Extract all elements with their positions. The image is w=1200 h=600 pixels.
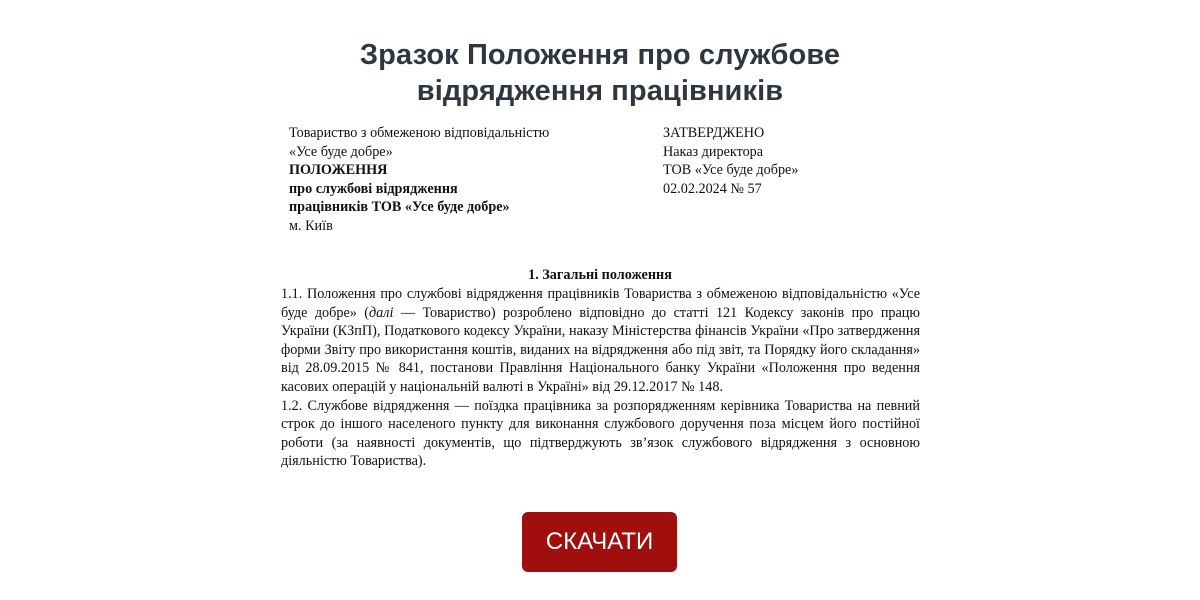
company-name: Товариство з обмеженою відповідальністю — [289, 125, 550, 141]
company-name-quoted: «Усе буде добре» — [289, 143, 393, 160]
page-title-line-1: Зразок Положення про службове — [359, 39, 841, 71]
approval-stamp: ЗАТВЕРДЖЕНО — [663, 125, 765, 141]
document-city: м. Київ — [289, 217, 333, 234]
approval-date-number: 02.02.2024 № 57 — [663, 180, 762, 197]
paragraph-1-2: 1.2. Службове відрядження — поїздка працівника за розпорядженням керівника Товариства на певний строк до іншого населеного пункту для виконання службового доручення поза місцем його постійної роботи (за наявності документів, що підтверджують зв’язок службового відрядження з основною діяльністю Товариства). — [281, 397, 920, 470]
document-header-left — [289, 124, 629, 236]
section-title: 1. Загальні положення — [528, 267, 672, 283]
approval-order: Наказ директора — [663, 143, 764, 160]
document-preview — [270, 118, 930, 498]
paragraph-1-1-part-b: — Товариство) розроблено відповідно до статті 121 Кодексу законів про працю України (КЗпП), Податкового кодексу України, наказу Міністерства фінансів України «Про затвердження форми Звіту про використання коштів, виданих на відрядження або під звіт, та Порядку його складання» від 28.09.2015 № 841, постанови Правління Національного банку України «Положення про ведення касових операцій у національній валюті в Україні» від 29.12.2017 № 148. — [281, 304, 920, 395]
paragraph-1-1-part-a: 1.1. Положення про службові відрядження працівників Товариства з обмеженою відповідальністю «Усе буде добре» ( — [281, 286, 920, 321]
document-body — [281, 285, 920, 471]
approval-company: ТОВ «Усе буде добре» — [663, 162, 799, 179]
page-title — [0, 37, 1200, 109]
paragraph-1-1 — [281, 285, 920, 397]
paragraph-1-1-italic: далі — [369, 304, 394, 321]
document-header-right — [663, 124, 903, 198]
page-title-line-2: відрядження працівників — [416, 75, 784, 107]
download-button[interactable]: СКАЧАТИ — [522, 512, 677, 572]
document-subject-line-1: про службові відрядження — [289, 180, 458, 197]
document-type: ПОЛОЖЕННЯ — [289, 162, 388, 179]
document-subject-line-2: працівників ТОВ «Усе буде добре» — [289, 199, 510, 216]
